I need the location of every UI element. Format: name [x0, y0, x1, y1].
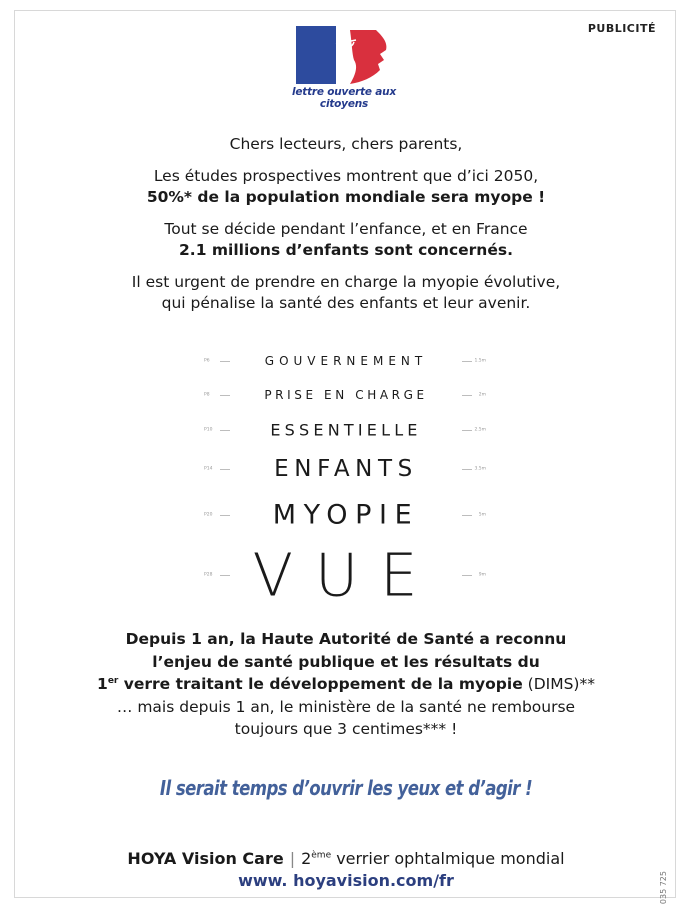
eye-chart-row: [196, 454, 496, 484]
footer-separator: |: [289, 849, 296, 868]
brand-name: HOYA Vision Care: [127, 849, 284, 868]
eye-chart-row: [196, 380, 496, 410]
chart-dash-right: [462, 430, 472, 431]
intro-p3-line2: qui pénalise la santé des enfants et leur avenir.: [161, 294, 531, 312]
acuity-mark-left: P20: [204, 512, 213, 518]
body-line-5: toujours que 3 centimes*** !: [234, 720, 458, 738]
rank-text: verrier ophtalmique mondial: [331, 849, 565, 868]
logo-red-face: [350, 30, 386, 84]
acuity-mark-left: P14: [204, 466, 213, 472]
body-line-3-tail: (DIMS)**: [522, 675, 595, 693]
eye-chart-row: [196, 540, 496, 610]
acuity-mark-left: P10: [204, 427, 213, 433]
acuity-mark-right: 5m: [478, 512, 486, 518]
body-line-3-number: 1: [97, 675, 108, 693]
eye-chart: [196, 340, 496, 610]
intro-p1-bold: 50%* de la population mondiale sera myope !: [146, 188, 546, 206]
footer: [40, 848, 652, 892]
acuity-mark-right: 1.5m: [474, 358, 486, 364]
chart-dash-right: [462, 469, 472, 470]
eye-chart-row: [196, 500, 496, 530]
body-line-4: … mais depuis 1 an, le ministère de la santé ne rembourse: [116, 697, 576, 716]
body-text: [40, 628, 652, 741]
body-line-2: l’enjeu de santé publique et les résultats du: [152, 652, 540, 671]
chart-dash-right: [462, 515, 472, 516]
acuity-mark-right: 3.5m: [474, 466, 486, 472]
acuity-mark-right: 2m: [478, 392, 486, 398]
logo-white-band: [336, 26, 350, 84]
tagline: Il serait temps d’ouvrir les yeux et d’agir !: [159, 776, 533, 800]
intro-paragraph-1: [60, 166, 632, 208]
intro-p1-line: Les études prospectives montrent que d’ici 2050,: [153, 167, 539, 185]
salutation: Chers lecteurs, chers parents,: [229, 135, 463, 153]
footer-brand-line: [40, 848, 652, 870]
intro-p3-line1: Il est urgent de prendre en charge la myopie évolutive,: [131, 273, 561, 291]
acuity-mark-left: P28: [204, 572, 213, 578]
intro-text: [60, 134, 632, 325]
body-line-1: Depuis 1 an, la Haute Autorité de Santé a reconnu: [125, 630, 567, 648]
chart-word-enfants: ENFANTS: [274, 456, 418, 482]
eye-chart-row: [196, 346, 496, 376]
rank-number: 2: [301, 849, 312, 868]
chart-dash-right: [462, 395, 472, 396]
eye-chart-row: [196, 415, 496, 445]
chart-dash-right: [462, 575, 472, 576]
logo-blue-band: [296, 26, 340, 84]
chart-word-myopie: MYOPIE: [272, 499, 420, 531]
publicite-label: PUBLICITÉ: [587, 22, 656, 35]
logo-caption: lettre ouverte aux citoyens: [291, 86, 397, 110]
chart-word-gouvernement: GOUVERNEMENT: [264, 354, 428, 368]
chart-word-essentielle: ESSENTIELLE: [270, 420, 422, 440]
rank-superscript: ème: [311, 850, 332, 861]
acuity-mark-left: P6: [204, 358, 210, 364]
acuity-mark-right: 9m: [478, 572, 486, 578]
acuity-mark-right: 2.5m: [474, 427, 486, 433]
intro-paragraph-3: [60, 272, 632, 314]
chart-dash-right: [462, 361, 472, 362]
reference-code: 035 725: [659, 871, 668, 904]
body-line-3: [40, 673, 652, 696]
website-link[interactable]: www. hoyavision.com/fr: [238, 871, 454, 890]
intro-p2-line: Tout se décide pendant l’enfance, et en France: [164, 220, 528, 238]
body-line-3-superscript: er: [107, 675, 119, 686]
chart-word-prise-en-charge: PRISE EN CHARGE: [264, 388, 428, 402]
body-line-3-bold: verre traitant le développement de la myopie: [118, 675, 523, 693]
intro-paragraph-2: [60, 219, 632, 261]
intro-p2-bold: 2.1 millions d’enfants sont concernés.: [179, 241, 513, 259]
acuity-mark-left: P8: [204, 392, 210, 398]
open-letter-logo: [292, 26, 392, 86]
chart-word-vue: VUE: [252, 540, 440, 610]
